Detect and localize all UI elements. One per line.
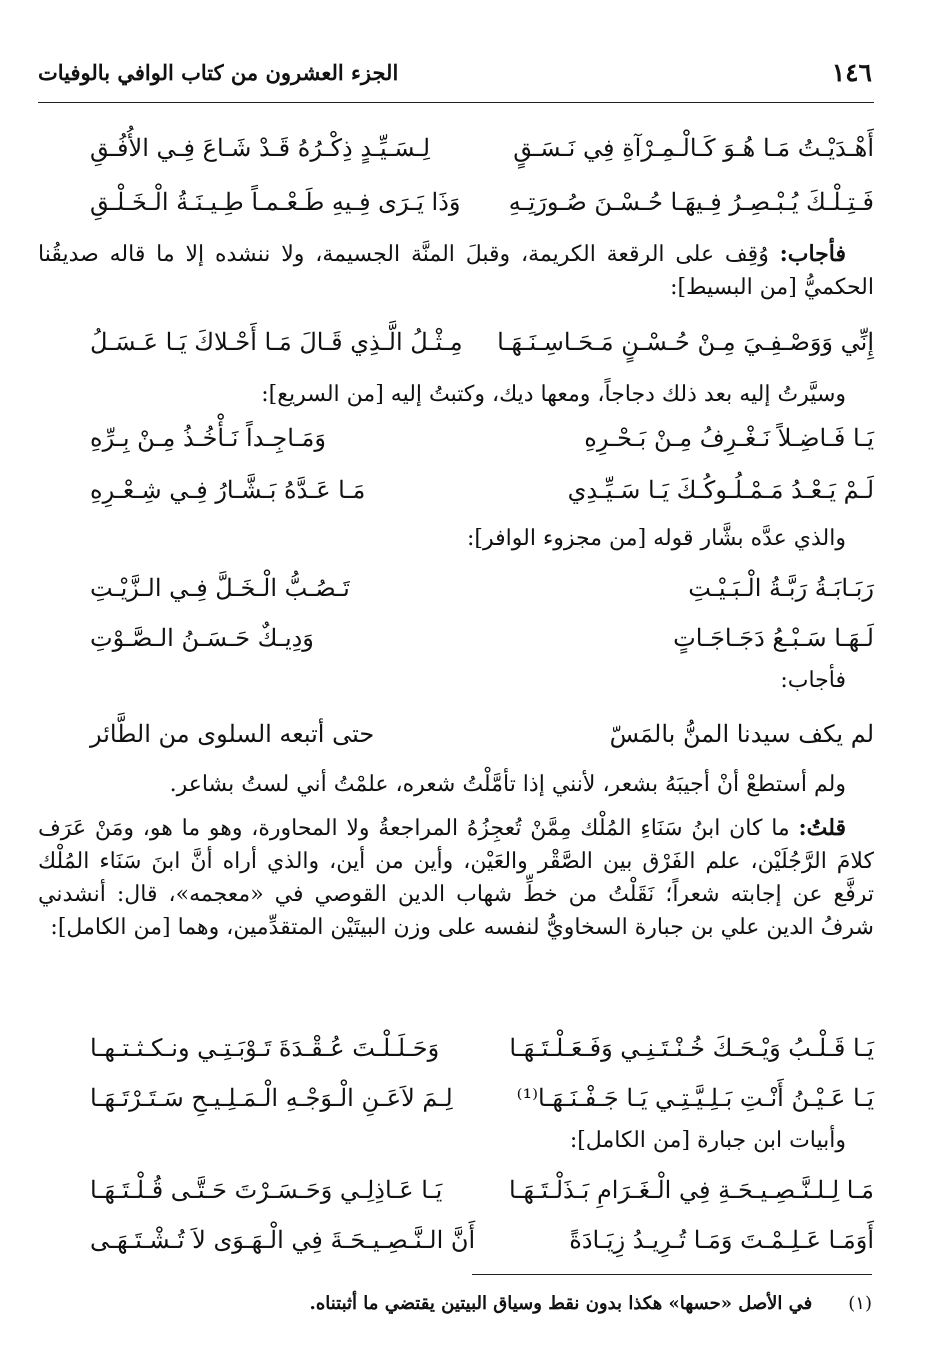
prose-paragraph <box>38 522 874 555</box>
prose-paragraph <box>38 238 874 304</box>
verse-line <box>90 1218 874 1262</box>
paragraph-text: ولم أستطعْ أنْ أجيبَهُ بشعر، لأنني إذا تأمَّلْتُ شعره، علمْتُ أني لستُ بشاعر. <box>169 772 846 797</box>
verse-hemistich-first: أَوَمَـا عَـلِـمْـتَ وَمَـا تُـرِيـدُ زِيَـادَةً <box>569 1226 874 1254</box>
verse-line <box>90 180 874 224</box>
header-divider <box>38 102 874 103</box>
paragraph-text: وأبيات ابن جبارة [من الكامل]: <box>569 1128 846 1153</box>
verse-line <box>90 616 874 660</box>
verse-hemistich-first: لَـهَـا سَـبْـعُ دَجَـاجَـاتٍ <box>673 624 874 652</box>
verse-hemistich-first: لَـمْ يَـعْـدُ مَـمْـلُـوكُـكَ يَـا سَـيِّـدِي <box>567 476 874 504</box>
paragraph-lead: قلتُ: <box>798 815 846 841</box>
prose-paragraph <box>38 664 874 697</box>
verse-hemistich-first: إِنِّي وَوَصْـفِـيَ مِـنْ حُـسْـنٍ مَـحَـاسِـنَـهَـا <box>497 328 874 356</box>
footnote-text: في الأصل «حسها» هكذا بدون نقط وسياق البيتين يقتضي ما أثبتناه. <box>309 1293 813 1314</box>
prose-paragraph <box>38 378 874 411</box>
verse-hemistich-second: لِـسَـيِّـدٍ ذِكْـرُهُ قَـدْ شَـاعَ فِـي الأُفُـقِ <box>90 134 431 162</box>
verse-hemistich-first: مَـا لِـلـنَّـصِـيـحَـةِ فِي الْـغَـرَامِ بَـذَلْـتَـهَـا <box>508 1176 874 1204</box>
running-header <box>38 54 872 96</box>
verse-line <box>90 1168 874 1212</box>
verse-hemistich-first: رَبَـابَـةُ رَبَّـةُ الْـبَـيْـتِ <box>688 574 874 602</box>
prose-paragraph <box>38 812 874 944</box>
running-title: الجزء العشرون من كتاب الوافي بالوفيات <box>38 60 399 85</box>
verse-hemistich-second: مَـا عَـدَّهُ بَـشَّـارُ فِـي شِـعْـرِهِ <box>90 476 366 504</box>
paragraph-text: وُقِف على الرقعة الكريمة، وقبلَ المنَّة الجسيمة، ولا ننشده إلا ما قاله صديقُنا الحكميُّ [من البسيط]: <box>38 242 874 300</box>
verse-line <box>90 712 874 756</box>
prose-paragraph <box>38 1124 874 1157</box>
verse-hemistich-second: لِـمَ لاَعَـنِ الْـوَجْـهِ الْـمَـلِـيـحِ سَـتَـرْتَـهَـا <box>90 1084 453 1112</box>
verse-hemistich-second: وَمَـاجِـداً نَـأْخُـذُ مِـنْ بِـرِّهِ <box>90 424 326 452</box>
verse-line <box>90 1076 874 1120</box>
paragraph-text: ما كان ابنُ سَنَاءِ المُلْك مِمَّنْ تُعجِزُهُ المراجعةُ ولا المحاورة، وهو ما هو، ومَنْ عَرَف كلامَ الرَّجُلَيْن، علم الفَرْق بين الصَّقْر والعَيْن، وأين من أين، والذي أراه أنَّ ابنَ سَنَاء المُلْك ترفَّع عن إجابته شعراً؛ نَقَلْتُ من خطِّ شهاب الدين القوصي في «معجمه»، قال: أنشدني شرفُ الدين علي بن جبارة السخاويُّ لنفسه على وزن البيتَيْن المتقدِّمين، وهما [من الكامل]: <box>38 816 874 940</box>
verse-hemistich-first: يَـا قَـلْـبُ وَيْـحَـكَ خُـنْـتَـنِـي وَفَـعَـلْـتَـهَـا <box>509 1034 874 1062</box>
page-number: ١٤٦ <box>831 58 872 87</box>
verse-line <box>90 126 874 170</box>
footnote <box>310 1293 872 1314</box>
paragraph-text: والذي عدَّه بشَّار قوله [من مجزوء الوافر]: <box>467 526 846 551</box>
verse-hemistich-second: أَنَّ الـنَّـصِـيـحَـةَ فِي الْـهَـوَى لاَ تُـشْـتَـهَـى <box>90 1226 476 1254</box>
verse-hemistich-first: يَـا عَـيْـنُ أَنْـتِ بَـلِـيَّـتِـي يَـا جَـفْـنَـهَـا⁽¹⁾ <box>516 1084 874 1112</box>
verse-hemistich-second: وَدِيـكٌ حَـسَـنُ الـصَّـوْتِ <box>90 624 314 652</box>
verse-hemistich-second: يَـا عَـاذِلِـي وَحَـسَـرْتَ حَـتَّـى قُـلْـتَـهَـا <box>90 1176 443 1204</box>
verse-line <box>90 320 874 364</box>
paragraph-lead: فأجاب: <box>779 241 846 267</box>
verse-hemistich-second: وَحَـلَـلْـتَ عُـقْـدَةَ تَـوْبَـتِـي ونـكـثـتـهـا <box>90 1034 440 1062</box>
footnote-number: (١) <box>848 1293 872 1314</box>
verse-hemistich-second: وَذَا يَـرَى فِـيهِ طَـعْـمـاً طِـيـنَـةُ الْـخَـلْـقِ <box>90 188 461 216</box>
verse-hemistich-second: تَـصُـبُّ الْـخَـلَّ فِـي الـزَّيْـتِ <box>90 574 350 602</box>
verse-hemistich-first: لم يكف سيدنا المنُّ بالمَسّ <box>609 720 874 748</box>
verse-line <box>90 416 874 460</box>
paragraph-text: فأجاب: <box>780 668 846 693</box>
verse-line <box>90 468 874 512</box>
verse-hemistich-first: أَهْـدَيْـتُ مَـا هُـوَ كَـالْـمِـرْآةِ فِي نَـسَـقٍ <box>513 134 874 162</box>
verse-hemistich-first: فَـتِـلْـكَ يُـبْـصِـرُ فِـيهَـا حُـسْـنَ صُـورَتِـهِ <box>508 188 874 216</box>
verse-hemistich-first: يَـا فَـاضِـلاً نَـغْـرِفُ مِـنْ بَـحْـرِهِ <box>584 424 874 452</box>
paragraph-text: وسيَّرتُ إليه بعد ذلك دجاجاً، ومعها ديك، وكتبتُ إليه [من السريع]: <box>261 382 846 407</box>
verse-line <box>90 1026 874 1070</box>
footnote-divider <box>472 1274 872 1275</box>
verse-hemistich-second: حتى أتبعه السلوى من الطَّائر <box>90 720 375 748</box>
verse-line <box>90 566 874 610</box>
prose-paragraph <box>38 768 874 801</box>
verse-hemistich-second: مِـثْـلُ الَّـذِي قَـالَ مَـا أَحْـلاكَ يَـا عَـسَـلُ <box>90 328 463 356</box>
